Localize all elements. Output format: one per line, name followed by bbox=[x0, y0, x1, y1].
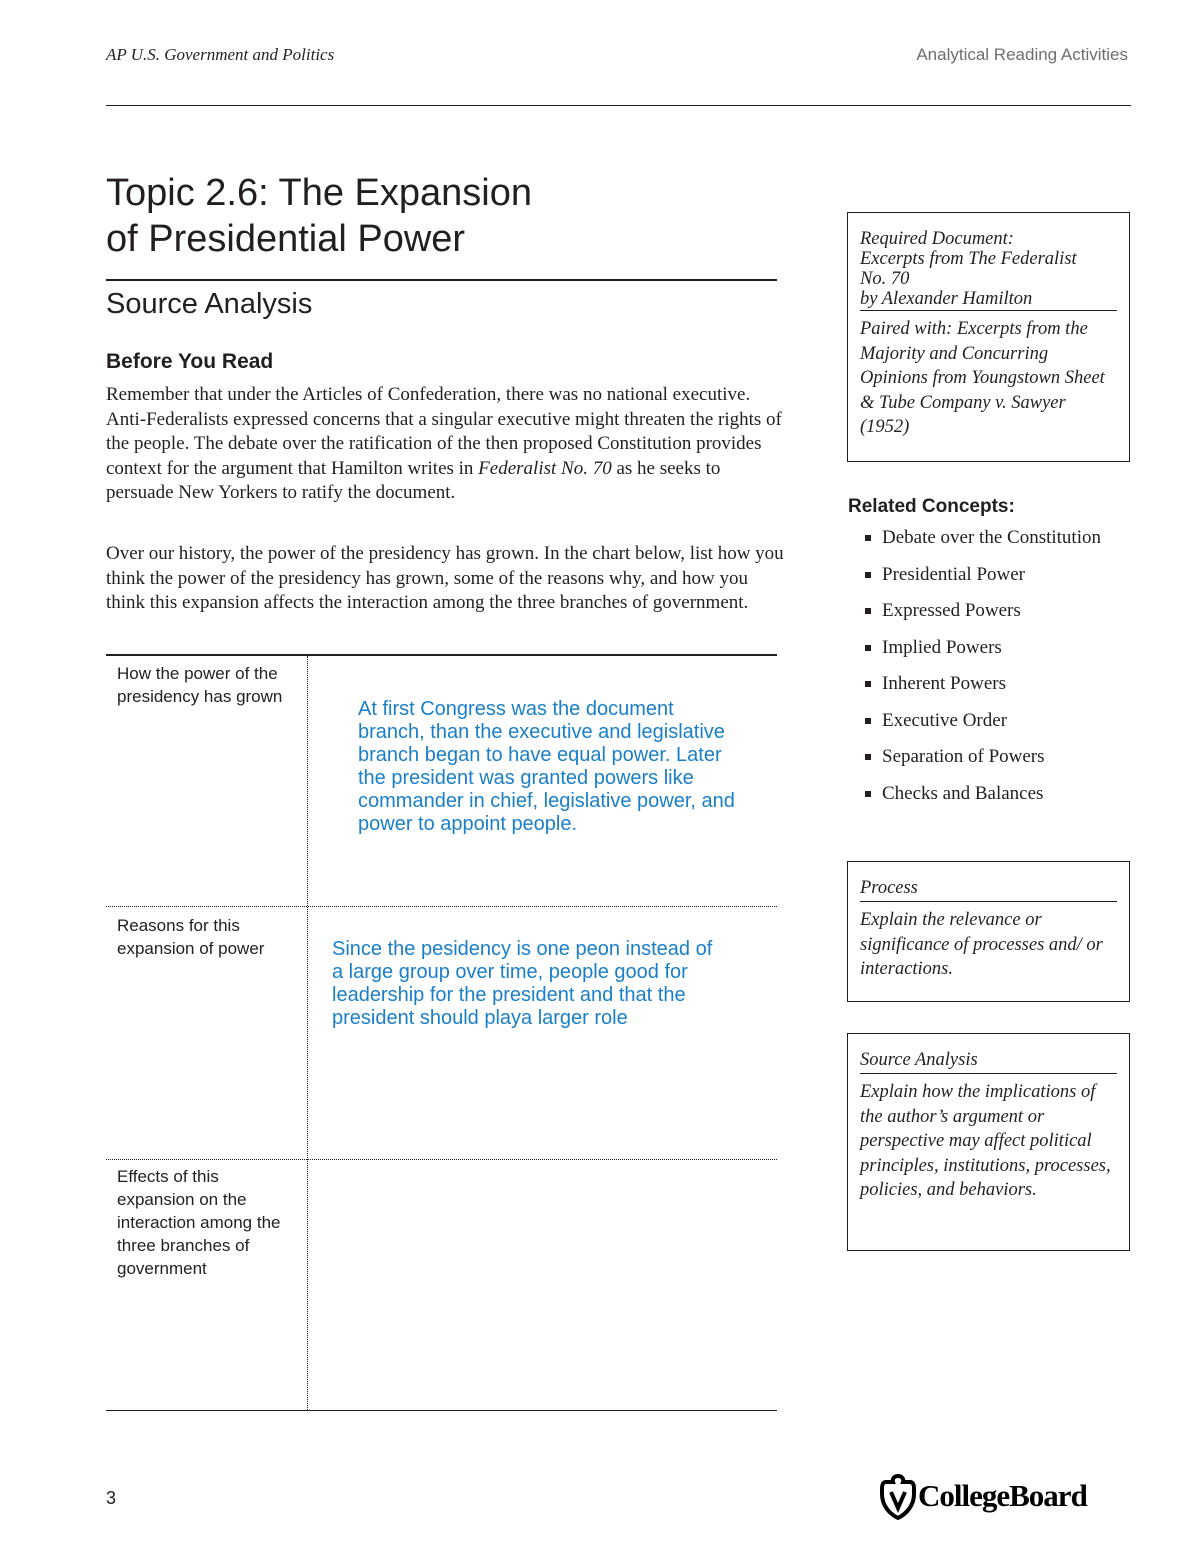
header-section: Analytical Reading Activities bbox=[916, 45, 1128, 64]
box-divider bbox=[860, 1073, 1117, 1074]
bullet-icon bbox=[865, 572, 871, 578]
concept-label: Executive Order bbox=[882, 709, 1008, 731]
bullet-icon bbox=[865, 681, 871, 687]
concept-label: Implied Powers bbox=[882, 636, 1002, 658]
chart-row-divider bbox=[106, 906, 777, 907]
section-subtitle: Source Analysis bbox=[106, 288, 313, 320]
intro-paragraph bbox=[106, 383, 786, 506]
page-title bbox=[106, 170, 532, 262]
title-line-1: Topic 2.6: The Expansion bbox=[106, 172, 533, 214]
source-analysis-text: Explain how the implications of the author’s argument or perspective may affect political principles, institutions, processes, policies, and behaviors. bbox=[860, 1082, 1111, 1200]
concept-label: Presidential Power bbox=[882, 563, 1026, 585]
source-analysis-box bbox=[847, 1033, 1130, 1251]
bullet-icon bbox=[865, 754, 871, 760]
concept-label: Separation of Powers bbox=[882, 746, 1045, 767]
bullet-icon bbox=[865, 645, 871, 651]
required-document-author: by Alexander Hamilton bbox=[860, 289, 1033, 309]
page-number: 3 bbox=[106, 1488, 117, 1508]
bullet-icon bbox=[865, 535, 871, 541]
before-you-read-heading: Before You Read bbox=[106, 350, 274, 373]
list-item bbox=[860, 782, 1130, 806]
list-item bbox=[860, 636, 1130, 660]
bullet-icon bbox=[865, 718, 871, 724]
chart-row-divider bbox=[106, 1159, 777, 1160]
chart-column-divider bbox=[307, 656, 308, 1410]
row-label-effects: Effects of this expansion on the interaction among the three branches of government bbox=[117, 1167, 281, 1278]
logo-wordmark: CollegeBoard bbox=[918, 1478, 1087, 1513]
acorn-icon bbox=[880, 1474, 916, 1520]
college-board-logo bbox=[880, 1472, 1132, 1520]
concept-label: Checks and Balances bbox=[882, 782, 1044, 804]
list-item bbox=[860, 709, 1130, 733]
federalist-title: Federalist No. 70 bbox=[478, 457, 612, 479]
bullet-icon bbox=[865, 608, 871, 614]
intro-text-2: as he seeks to persuade New Yorkers to ratify the document. bbox=[106, 457, 721, 503]
list-item bbox=[860, 563, 1130, 587]
required-document-title: Excerpts from The Federalist bbox=[860, 249, 1077, 269]
required-document-label: Required Document: bbox=[860, 229, 1014, 249]
title-line-2: of Presidential Power bbox=[106, 218, 466, 260]
box-divider bbox=[860, 901, 1117, 902]
header-course: AP U.S. Government and Politics bbox=[106, 45, 335, 64]
related-concepts-heading: Related Concepts: bbox=[848, 496, 1015, 517]
list-item bbox=[860, 672, 1130, 696]
answer-reasons[interactable]: Since the pesidency is one peon instead of a large group over time, people good for leadership for the president and that the president should playa larger role bbox=[332, 938, 713, 1029]
related-concepts-list bbox=[860, 526, 1130, 818]
list-item bbox=[860, 526, 1130, 550]
chart-bottom-border bbox=[106, 1410, 777, 1411]
process-text: Explain the relevance or significance of processes and/ or interactions. bbox=[860, 910, 1103, 979]
row-label-growth: How the power of the presidency has grown bbox=[117, 664, 283, 706]
chart-top-border bbox=[106, 654, 777, 656]
concept-label: Expressed Powers bbox=[882, 600, 1021, 621]
title-divider bbox=[106, 279, 777, 281]
header-divider bbox=[106, 105, 1131, 106]
paired-documents: Paired with: Excerpts from the Majority and Concurring Opinions from Youngstown Sheet & Tube Company v. Sawyer (1952) bbox=[860, 319, 1105, 437]
intro-text-1: Remember that under the Articles of Confederation, there was no national executive. Anti-Federalists expressed concerns that a singular executive might threaten the rights of the people. The debate over the ratification of the then proposed Constitution provides context for the argument that Hamilton writes in bbox=[106, 384, 782, 479]
instructions-paragraph: Over our history, the power of the presidency has grown. In the chart below, list how you think the power of the presidency has grown, some of the reasons why, and how you think this expansion affects the interaction among the three branches of government. bbox=[106, 543, 784, 613]
required-document-box bbox=[847, 212, 1130, 462]
answer-effects[interactable] bbox=[332, 1180, 717, 1390]
process-box bbox=[847, 861, 1130, 1002]
process-heading: Process bbox=[860, 878, 918, 898]
answer-growth[interactable]: At first Congress was the document branch, than the executive and legislative branch began to have equal power. Later the president was granted powers like commander in chief, legislative power, and power to appoint people. bbox=[358, 698, 735, 835]
required-document-number: No. 70 bbox=[860, 269, 910, 289]
box-divider bbox=[860, 310, 1117, 311]
bullet-icon bbox=[865, 791, 871, 797]
source-analysis-heading: Source Analysis bbox=[860, 1050, 978, 1070]
row-label-reasons: Reasons for this expansion of power bbox=[117, 916, 265, 958]
list-item bbox=[860, 745, 1130, 769]
concept-label: Debate over the Constitution bbox=[882, 527, 1101, 548]
list-item bbox=[860, 599, 1130, 623]
concept-label: Inherent Powers bbox=[882, 673, 1006, 694]
